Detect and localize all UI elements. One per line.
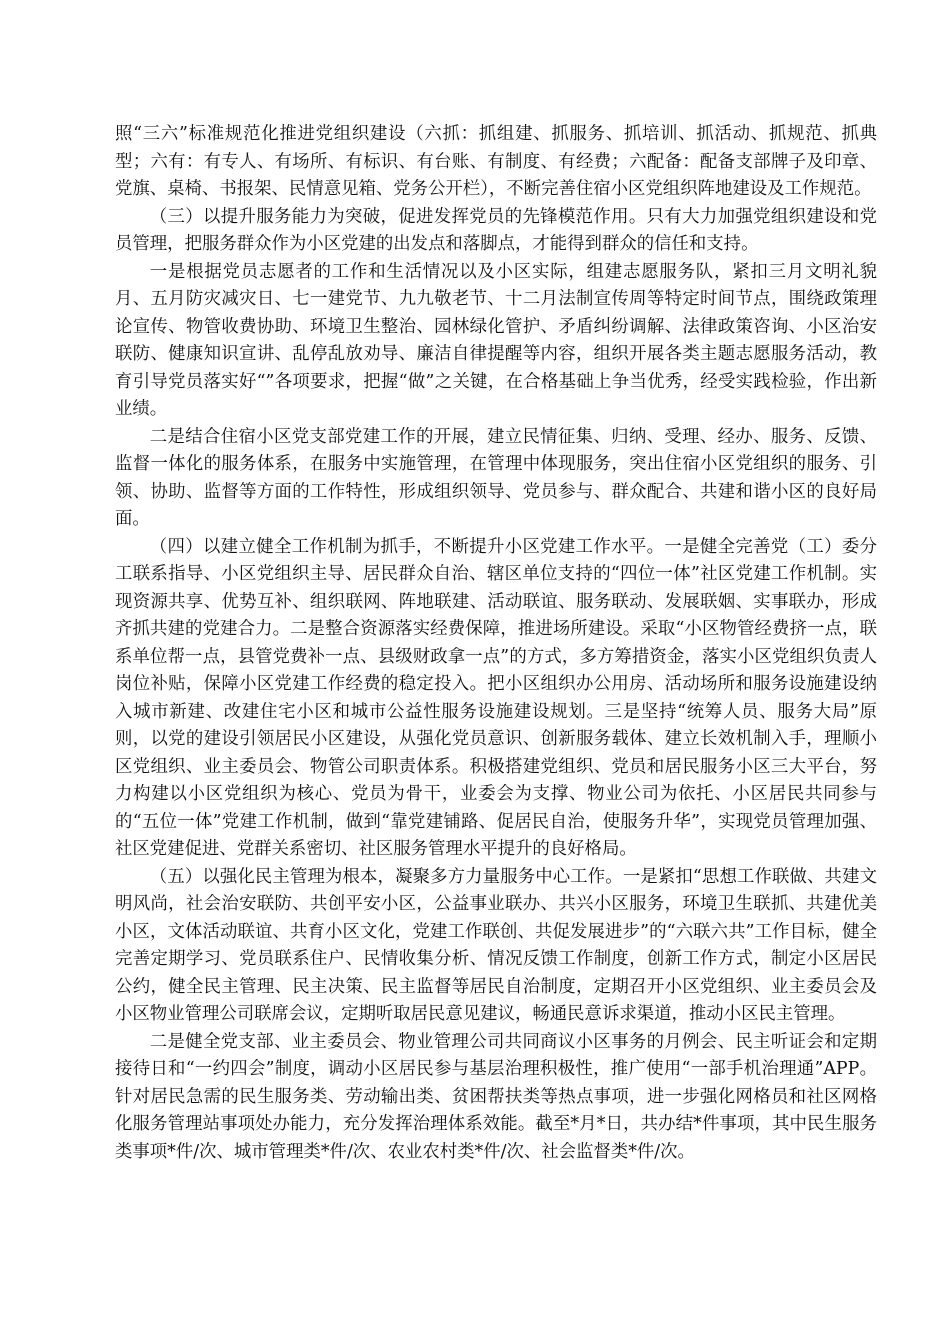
paragraph-section-four: （四）以建立健全工作机制为抓手，不断提升小区党建工作水平。一是健全完善党（工）委分工联系指导、小区党组织主导、居民群众自治、辖区单位支持的“四位一体”社区党建工作机制。实现资源共享、优势互补、组织联网、阵地联建、活动联谊、服务联动、发展联姻、实事联办，形成齐抓共建的党建合力。二是整合资源落实经费保障，推进场所建设。采取“小区物管经费挤一点，联系单位帮一点，县管党费补一点、县级财政拿一点”的方式，多方筹措资金，落实小区党组织负责人岗位补贴，保障小区党建工作经费的稳定投入。把小区组织办公用房、活动场所和服务设施建设纳入城市新建、改建住宅小区和城市公益性服务设施建设规划。三是坚持“统筹人员、服务大局”原则，以党的建设引领居民小区建设，从强化党员意识、创新服务载体、建立长效机制入手，理顺小区党组织、业主委员会、物管公司职责体系。积极搭建党组织、党员和居民服务小区三大平台，努力构建以小区党组织为核心、党员为骨干，业委会为支撑、物业公司为依托、小区居民共同参与的“五位一体”党建工作机制，做到“靠党建铺路、促居民自治，使服务升华”，实现党员管理加强、社区党建促进、党群关系密切、社区服务管理水平提升的良好格局。 xyxy=(115,536,877,859)
paragraph-continuation: 照“三六”标准规范化推进党组织建设（六抓：抓组建、抓服务、抓培训、抓活动、抓规范、抓典型；六有：有专人、有场所、有标识、有台账、有制度、有经费；六配备：配备支部牌子及印章、党旗、桌椅、书报架、民情意见箱、党务公开栏），不断完善住宿小区党组织阵地建设及工作规范。 xyxy=(115,124,877,199)
paragraph-volunteer-service: 一是根据党员志愿者的工作和生活情况以及小区实际，组建志愿服务队，紧扣三月文明礼貌月、五月防灾减灾日、七一建党节、九九敬老节、十二月法制宣传周等特定时间节点，围绕政策理论宣传、物管收费协助、环境卫生整治、园林绿化管护、矛盾纠纷调解、法律政策咨询、小区治安联防、健康知识宣讲、乱停乱放劝导、廉洁自律提醒等内容，组织开展各类主题志愿服务活动，教育引导党员落实好“”各项要求，把握“做”之关键，在合格基础上争当优秀，经受实践检验，作出新业绩。 xyxy=(115,261,877,419)
paragraph-section-five: （五）以强化民主管理为根本，凝聚多方力量服务中心工作。一是紧扣“思想工作联做、共建文明风尚，社会治安联防、共创平安小区，公益事业联办、共兴小区服务，环境卫生联抓、共建优美小区，文体活动联谊、共育小区文化，党建工作联创、共促发展进步”的“六联六共”工作目标，健全完善定期学习、党员联系住户、民情收集分析、情况反馈工作制度，创新工作方式，制定小区居民公约，健全民主管理、民主决策、民主监督等居民自治制度，定期召开小区党组织、业主委员会及小区物业管理公司联席会议，定期听取居民意见建议，畅通民意诉求渠道，推动小区民主管理。 xyxy=(115,866,877,1024)
document-page xyxy=(115,121,877,1166)
paragraph-joint-consultation: 二是健全党支部、业主委员会、物业管理公司共同商议小区事务的月例会、民主听证会和定期接待日和“一约四会”制度，调动小区居民参与基层治理积极性，推广使用“一部手机治理通”APP。针对居民急需的民生服务类、劳动输出类、贫困帮扶类等热点事项，进一步强化网格员和社区网格化服务管理站事项处办能力，充分发挥治理体系效能。截至*月*日，共办结*件事项，其中民生服务类事项*件/次、城市管理类*件/次、农业农村类*件/次、社会监督类*件/次。 xyxy=(115,1031,877,1162)
paragraph-service-system: 二是结合住宿小区党支部党建工作的开展，建立民情征集、归纳、受理、经办、服务、反馈、监督一体化的服务体系，在服务中实施管理，在管理中体现服务，突出住宿小区党组织的服务、引领、协助、监督等方面的工作特性，形成组织领导、党员参与、群众配合、共建和谐小区的良好局面。 xyxy=(115,426,877,529)
paragraph-section-three: （三）以提升服务能力为突破，促进发挥党员的先锋模范作用。只有大力加强党组织建设和党员管理，把服务群众作为小区党建的出发点和落脚点，才能得到群众的信任和支持。 xyxy=(115,206,877,254)
